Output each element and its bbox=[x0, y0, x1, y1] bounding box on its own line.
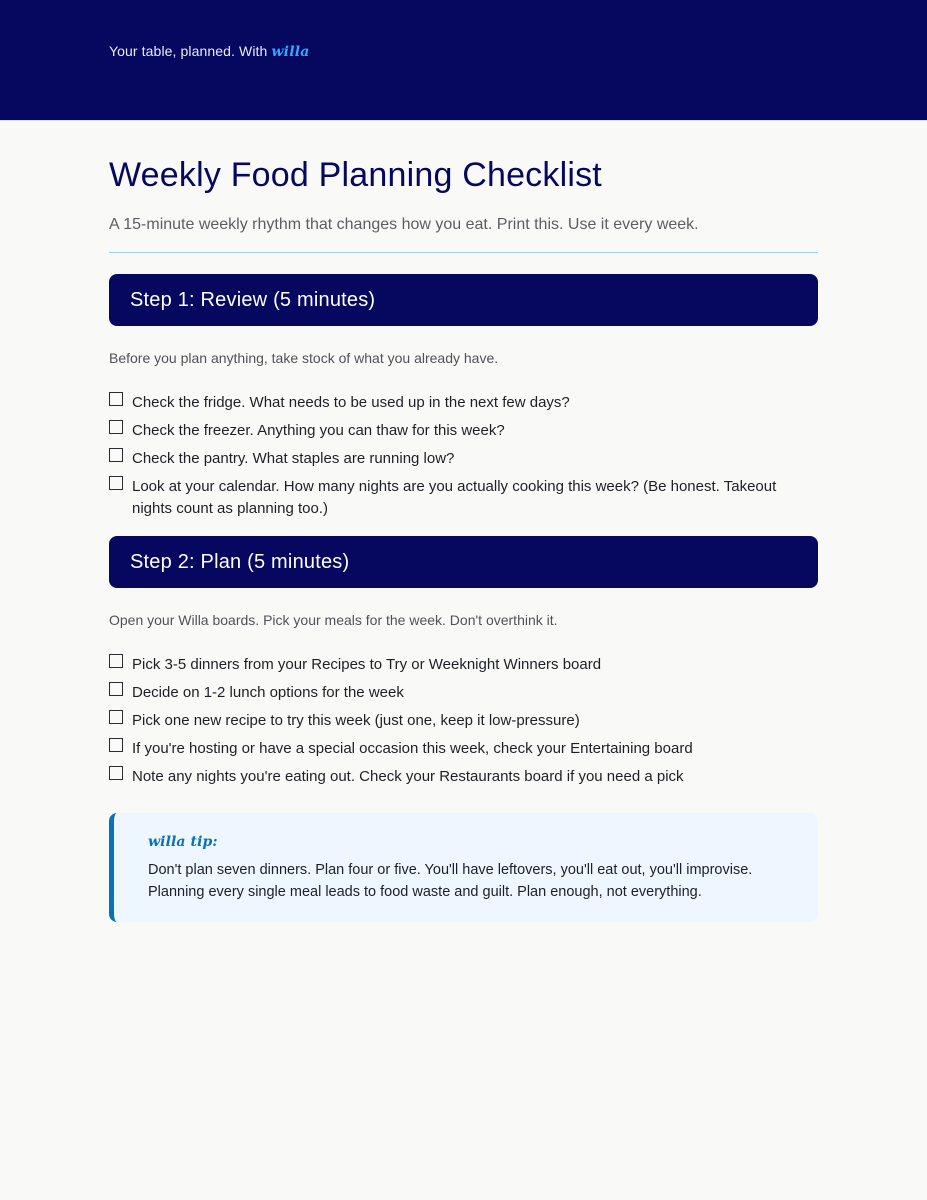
checklist-document bbox=[109, 154, 818, 922]
checkbox[interactable] bbox=[109, 392, 123, 406]
checklist-item-text: Note any nights you're eating out. Check your Restaurants board if you need a pick bbox=[132, 768, 684, 785]
brand-logo: willa bbox=[271, 44, 310, 60]
tip-body: Don't plan seven dinners. Plan four or five. You'll have leftovers, you'll eat out, you'll improvise. Planning every single meal leads to food waste and guilt. Plan enough, not everything. bbox=[148, 862, 753, 900]
page-subtitle: A 15-minute weekly rhythm that changes how you eat. Print this. Use it every week. bbox=[109, 216, 699, 233]
checkbox[interactable] bbox=[109, 420, 123, 434]
checklist-item bbox=[109, 682, 818, 704]
tip-label: willa tip: bbox=[148, 834, 218, 850]
checklist-item-text: If you're hosting or have a special occasion this week, check your Entertaining board bbox=[132, 740, 693, 757]
checkbox[interactable] bbox=[109, 448, 123, 462]
checklist-item bbox=[109, 476, 818, 520]
checklist-item-text: Look at your calendar. How many nights are you actually cooking this week? (Be honest. Takeout nights count as planning too.) bbox=[132, 478, 777, 517]
checklist-item-text: Pick one new recipe to try this week (just one, keep it low-pressure) bbox=[132, 712, 580, 729]
step-1-checklist bbox=[109, 392, 818, 520]
step-1-header: Step 1: Review (5 minutes) bbox=[109, 274, 818, 326]
step-2-header: Step 2: Plan (5 minutes) bbox=[109, 536, 818, 588]
checklist-item-text: Check the fridge. What needs to be used up in the next few days? bbox=[132, 394, 570, 411]
top-banner bbox=[0, 0, 927, 121]
page-title: Weekly Food Planning Checklist bbox=[109, 156, 602, 194]
checklist-item bbox=[109, 738, 818, 760]
tip-callout bbox=[109, 813, 818, 922]
checkbox[interactable] bbox=[109, 682, 123, 696]
checklist-item-text: Check the pantry. What staples are running low? bbox=[132, 450, 455, 467]
banner-tagline bbox=[109, 43, 310, 60]
checkbox[interactable] bbox=[109, 654, 123, 668]
divider bbox=[109, 252, 818, 253]
checklist-item bbox=[109, 766, 818, 788]
checkbox[interactable] bbox=[109, 766, 123, 780]
step-1-intro: Before you plan anything, take stock of what you already have. bbox=[109, 350, 499, 366]
checkbox[interactable] bbox=[109, 738, 123, 752]
step-2-intro: Open your Willa boards. Pick your meals for the week. Don't overthink it. bbox=[109, 612, 558, 628]
checklist-item bbox=[109, 392, 818, 414]
checklist-item bbox=[109, 654, 818, 676]
checklist-item bbox=[109, 420, 818, 442]
checklist-item bbox=[109, 710, 818, 732]
checklist-item-text: Check the freezer. Anything you can thaw for this week? bbox=[132, 422, 505, 439]
banner-text: Your table, planned. With bbox=[109, 43, 268, 59]
checklist-item-text: Pick 3-5 dinners from your Recipes to Try or Weeknight Winners board bbox=[132, 656, 602, 673]
step-2-checklist bbox=[109, 654, 818, 788]
checklist-item-text: Decide on 1-2 lunch options for the week bbox=[132, 684, 404, 701]
checkbox[interactable] bbox=[109, 476, 123, 490]
checkbox[interactable] bbox=[109, 710, 123, 724]
checklist-item bbox=[109, 448, 818, 470]
